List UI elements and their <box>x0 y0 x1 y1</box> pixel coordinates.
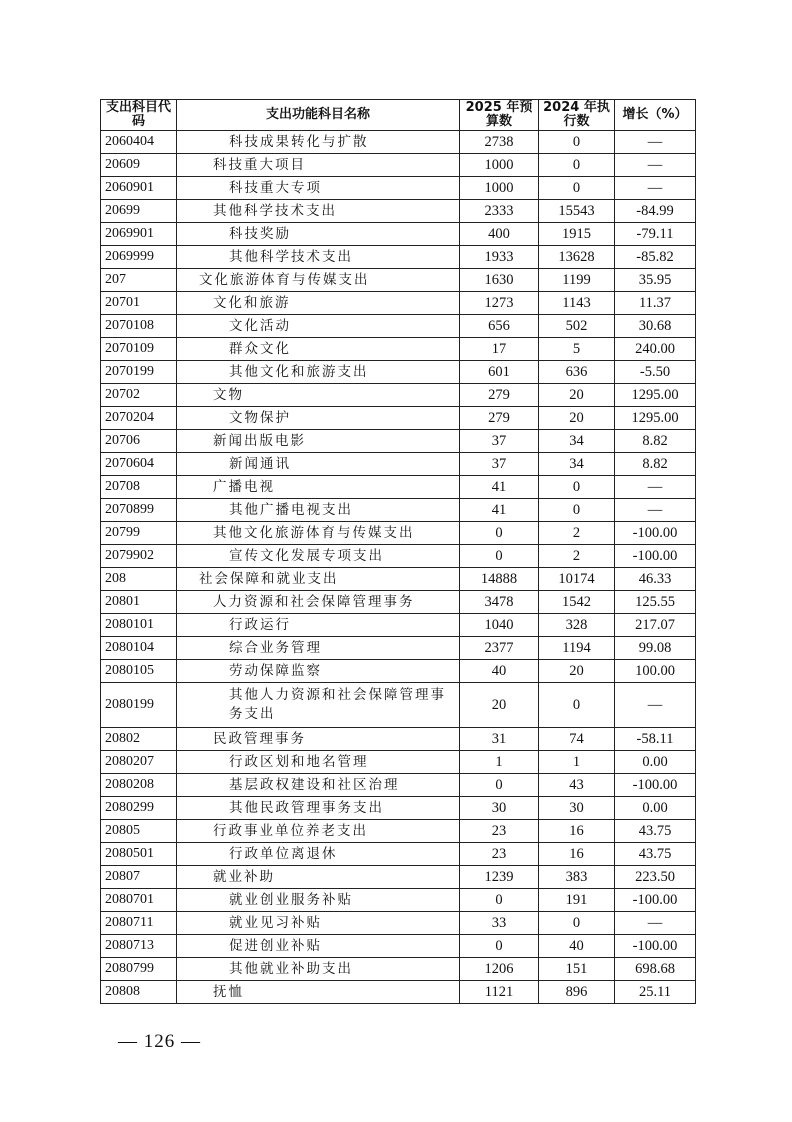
budget-cell: 41 <box>460 499 539 522</box>
code-cell: 20702 <box>101 384 177 407</box>
actual-cell: 636 <box>539 361 615 384</box>
code-cell: 20799 <box>101 522 177 545</box>
growth-cell: -79.11 <box>615 223 696 246</box>
actual-cell: 5 <box>539 338 615 361</box>
table-row <box>101 568 696 591</box>
budget-cell: 23 <box>460 820 539 843</box>
budget-cell: 2377 <box>460 637 539 660</box>
budget-cell: 3478 <box>460 591 539 614</box>
growth-cell: -100.00 <box>615 522 696 545</box>
table-row <box>101 889 696 912</box>
actual-cell: 1194 <box>539 637 615 660</box>
table-row <box>101 361 696 384</box>
code-cell: 2070899 <box>101 499 177 522</box>
code-cell: 2080199 <box>101 683 177 728</box>
budget-cell: 0 <box>460 935 539 958</box>
growth-cell: 30.68 <box>615 315 696 338</box>
growth-cell: 11.37 <box>615 292 696 315</box>
table-row <box>101 614 696 637</box>
code-cell: 2080701 <box>101 889 177 912</box>
name-cell: 新闻通讯 <box>177 453 460 476</box>
name-cell: 新闻出版电影 <box>177 430 460 453</box>
name-cell: 其他文化旅游体育与传媒支出 <box>177 522 460 545</box>
actual-cell: 0 <box>539 177 615 200</box>
growth-cell: -100.00 <box>615 545 696 568</box>
table-row <box>101 407 696 430</box>
table-row <box>101 269 696 292</box>
growth-cell: -84.99 <box>615 200 696 223</box>
code-cell: 2080207 <box>101 751 177 774</box>
table-row <box>101 866 696 889</box>
name-cell: 科技重大专项 <box>177 177 460 200</box>
actual-cell: 0 <box>539 131 615 154</box>
name-cell: 文物 <box>177 384 460 407</box>
budget-cell: 601 <box>460 361 539 384</box>
code-cell: 20706 <box>101 430 177 453</box>
table-row <box>101 683 696 728</box>
code-cell: 20701 <box>101 292 177 315</box>
budget-cell: 1273 <box>460 292 539 315</box>
actual-cell: 30 <box>539 797 615 820</box>
code-cell: 20699 <box>101 200 177 223</box>
growth-cell: 8.82 <box>615 453 696 476</box>
actual-cell: 15543 <box>539 200 615 223</box>
growth-cell: -5.50 <box>615 361 696 384</box>
table-row <box>101 338 696 361</box>
table-row <box>101 751 696 774</box>
actual-cell: 1542 <box>539 591 615 614</box>
budget-cell: 2333 <box>460 200 539 223</box>
budget-cell: 0 <box>460 522 539 545</box>
budget-cell: 14888 <box>460 568 539 591</box>
growth-cell: 698.68 <box>615 958 696 981</box>
budget-cell: 400 <box>460 223 539 246</box>
name-cell: 基层政权建设和社区治理 <box>177 774 460 797</box>
table-row <box>101 728 696 751</box>
growth-cell: — <box>615 131 696 154</box>
name-cell: 文物保护 <box>177 407 460 430</box>
name-cell: 行政单位离退休 <box>177 843 460 866</box>
code-cell: 2080299 <box>101 797 177 820</box>
table-row <box>101 154 696 177</box>
growth-cell: — <box>615 912 696 935</box>
growth-cell: 35.95 <box>615 269 696 292</box>
name-cell: 社会保障和就业支出 <box>177 568 460 591</box>
budget-cell: 41 <box>460 476 539 499</box>
name-cell: 民政管理事务 <box>177 728 460 751</box>
code-cell: 20807 <box>101 866 177 889</box>
code-cell: 2080105 <box>101 660 177 683</box>
budget-cell: 0 <box>460 889 539 912</box>
growth-cell: -100.00 <box>615 774 696 797</box>
growth-cell: 100.00 <box>615 660 696 683</box>
table-row <box>101 545 696 568</box>
code-cell: 2080104 <box>101 637 177 660</box>
table-row <box>101 453 696 476</box>
actual-cell: 43 <box>539 774 615 797</box>
budget-cell: 1239 <box>460 866 539 889</box>
budget-cell: 0 <box>460 545 539 568</box>
table-row <box>101 797 696 820</box>
table-row <box>101 200 696 223</box>
code-cell: 2080101 <box>101 614 177 637</box>
growth-cell: 0.00 <box>615 751 696 774</box>
growth-cell: 99.08 <box>615 637 696 660</box>
actual-cell: 2 <box>539 522 615 545</box>
table-row <box>101 223 696 246</box>
growth-cell: — <box>615 476 696 499</box>
code-cell: 2070204 <box>101 407 177 430</box>
actual-cell: 13628 <box>539 246 615 269</box>
budget-cell: 33 <box>460 912 539 935</box>
table-row <box>101 935 696 958</box>
growth-cell: 25.11 <box>615 981 696 1004</box>
actual-cell: 2 <box>539 545 615 568</box>
name-cell: 综合业务管理 <box>177 637 460 660</box>
header-growth: 增长（%） <box>615 100 696 131</box>
name-cell: 就业创业服务补贴 <box>177 889 460 912</box>
name-cell: 其他科学技术支出 <box>177 246 460 269</box>
name-cell: 其他人力资源和社会保障管理事务支出 <box>177 683 460 728</box>
actual-cell: 20 <box>539 407 615 430</box>
actual-cell: 20 <box>539 660 615 683</box>
table-row <box>101 591 696 614</box>
name-cell: 其他广播电视支出 <box>177 499 460 522</box>
budget-cell: 1933 <box>460 246 539 269</box>
growth-cell: 1295.00 <box>615 407 696 430</box>
page-number: — 126 — <box>118 1031 201 1052</box>
name-cell: 群众文化 <box>177 338 460 361</box>
table-row <box>101 315 696 338</box>
table-row <box>101 131 696 154</box>
header-code: 支出科目代码 <box>101 100 177 131</box>
table-row <box>101 774 696 797</box>
table-header-row <box>101 100 696 131</box>
budget-cell: 40 <box>460 660 539 683</box>
actual-cell: 0 <box>539 499 615 522</box>
actual-cell: 0 <box>539 683 615 728</box>
actual-cell: 16 <box>539 820 615 843</box>
table-row <box>101 820 696 843</box>
name-cell: 行政区划和地名管理 <box>177 751 460 774</box>
code-cell: 207 <box>101 269 177 292</box>
actual-cell: 0 <box>539 912 615 935</box>
name-cell: 就业见习补贴 <box>177 912 460 935</box>
actual-cell: 1 <box>539 751 615 774</box>
name-cell: 行政事业单位养老支出 <box>177 820 460 843</box>
actual-cell: 10174 <box>539 568 615 591</box>
growth-cell: -100.00 <box>615 889 696 912</box>
actual-cell: 16 <box>539 843 615 866</box>
table-body <box>101 131 696 1004</box>
actual-cell: 0 <box>539 476 615 499</box>
table-row <box>101 637 696 660</box>
actual-cell: 40 <box>539 935 615 958</box>
table-row <box>101 912 696 935</box>
name-cell: 人力资源和社会保障管理事务 <box>177 591 460 614</box>
budget-cell: 1040 <box>460 614 539 637</box>
code-cell: 2080713 <box>101 935 177 958</box>
table-row <box>101 177 696 200</box>
code-cell: 2070199 <box>101 361 177 384</box>
name-cell: 文化活动 <box>177 315 460 338</box>
budget-cell: 1000 <box>460 154 539 177</box>
growth-cell: — <box>615 177 696 200</box>
name-cell: 其他科学技术支出 <box>177 200 460 223</box>
budget-cell: 37 <box>460 430 539 453</box>
growth-cell: — <box>615 499 696 522</box>
budget-cell: 2738 <box>460 131 539 154</box>
growth-cell: — <box>615 154 696 177</box>
budget-cell: 1 <box>460 751 539 774</box>
code-cell: 2080799 <box>101 958 177 981</box>
header-name: 支出功能科目名称 <box>177 100 460 131</box>
code-cell: 20609 <box>101 154 177 177</box>
actual-cell: 383 <box>539 866 615 889</box>
budget-cell: 1630 <box>460 269 539 292</box>
growth-cell: 125.55 <box>615 591 696 614</box>
code-cell: 20805 <box>101 820 177 843</box>
code-cell: 2060901 <box>101 177 177 200</box>
budget-table <box>100 99 696 1004</box>
name-cell: 劳动保障监察 <box>177 660 460 683</box>
table-row <box>101 522 696 545</box>
code-cell: 20708 <box>101 476 177 499</box>
code-cell: 2080711 <box>101 912 177 935</box>
actual-cell: 74 <box>539 728 615 751</box>
actual-cell: 151 <box>539 958 615 981</box>
code-cell: 208 <box>101 568 177 591</box>
code-cell: 20802 <box>101 728 177 751</box>
name-cell: 行政运行 <box>177 614 460 637</box>
actual-cell: 34 <box>539 430 615 453</box>
name-cell: 其他民政管理事务支出 <box>177 797 460 820</box>
budget-cell: 0 <box>460 774 539 797</box>
growth-cell: -85.82 <box>615 246 696 269</box>
actual-cell: 191 <box>539 889 615 912</box>
budget-cell: 23 <box>460 843 539 866</box>
table-row <box>101 476 696 499</box>
budget-cell: 1000 <box>460 177 539 200</box>
name-cell: 促进创业补贴 <box>177 935 460 958</box>
growth-cell: 43.75 <box>615 820 696 843</box>
growth-cell: 217.07 <box>615 614 696 637</box>
budget-cell: 30 <box>460 797 539 820</box>
name-cell: 广播电视 <box>177 476 460 499</box>
table-row <box>101 981 696 1004</box>
header-budget-2025: 2025 年预算数 <box>460 100 539 131</box>
code-cell: 2070108 <box>101 315 177 338</box>
growth-cell: 8.82 <box>615 430 696 453</box>
growth-cell: 1295.00 <box>615 384 696 407</box>
budget-cell: 31 <box>460 728 539 751</box>
name-cell: 科技奖励 <box>177 223 460 246</box>
actual-cell: 20 <box>539 384 615 407</box>
table-row <box>101 292 696 315</box>
code-cell: 2079902 <box>101 545 177 568</box>
code-cell: 2060404 <box>101 131 177 154</box>
growth-cell: 0.00 <box>615 797 696 820</box>
code-cell: 20808 <box>101 981 177 1004</box>
growth-cell: 46.33 <box>615 568 696 591</box>
actual-cell: 1915 <box>539 223 615 246</box>
code-cell: 2080501 <box>101 843 177 866</box>
table-row <box>101 499 696 522</box>
code-cell: 20801 <box>101 591 177 614</box>
budget-cell: 17 <box>460 338 539 361</box>
budget-cell: 20 <box>460 683 539 728</box>
table-row <box>101 843 696 866</box>
actual-cell: 1143 <box>539 292 615 315</box>
name-cell: 就业补助 <box>177 866 460 889</box>
code-cell: 2070109 <box>101 338 177 361</box>
growth-cell: 43.75 <box>615 843 696 866</box>
actual-cell: 34 <box>539 453 615 476</box>
table-row <box>101 958 696 981</box>
table-row <box>101 384 696 407</box>
table-row <box>101 246 696 269</box>
code-cell: 2070604 <box>101 453 177 476</box>
name-cell: 其他文化和旅游支出 <box>177 361 460 384</box>
header-actual-2024: 2024 年执行数 <box>539 100 615 131</box>
actual-cell: 1199 <box>539 269 615 292</box>
code-cell: 2069999 <box>101 246 177 269</box>
name-cell: 文化和旅游 <box>177 292 460 315</box>
table-row <box>101 660 696 683</box>
name-cell: 宣传文化发展专项支出 <box>177 545 460 568</box>
budget-cell: 656 <box>460 315 539 338</box>
code-cell: 2080208 <box>101 774 177 797</box>
actual-cell: 0 <box>539 154 615 177</box>
growth-cell: -58.11 <box>615 728 696 751</box>
name-cell: 抚恤 <box>177 981 460 1004</box>
actual-cell: 328 <box>539 614 615 637</box>
name-cell: 科技重大项目 <box>177 154 460 177</box>
name-cell: 文化旅游体育与传媒支出 <box>177 269 460 292</box>
budget-cell: 1206 <box>460 958 539 981</box>
actual-cell: 896 <box>539 981 615 1004</box>
budget-cell: 279 <box>460 384 539 407</box>
name-cell: 其他就业补助支出 <box>177 958 460 981</box>
growth-cell: — <box>615 683 696 728</box>
budget-cell: 37 <box>460 453 539 476</box>
growth-cell: 223.50 <box>615 866 696 889</box>
table-row <box>101 430 696 453</box>
growth-cell: 240.00 <box>615 338 696 361</box>
budget-cell: 1121 <box>460 981 539 1004</box>
growth-cell: -100.00 <box>615 935 696 958</box>
budget-cell: 279 <box>460 407 539 430</box>
name-cell: 科技成果转化与扩散 <box>177 131 460 154</box>
code-cell: 2069901 <box>101 223 177 246</box>
actual-cell: 502 <box>539 315 615 338</box>
